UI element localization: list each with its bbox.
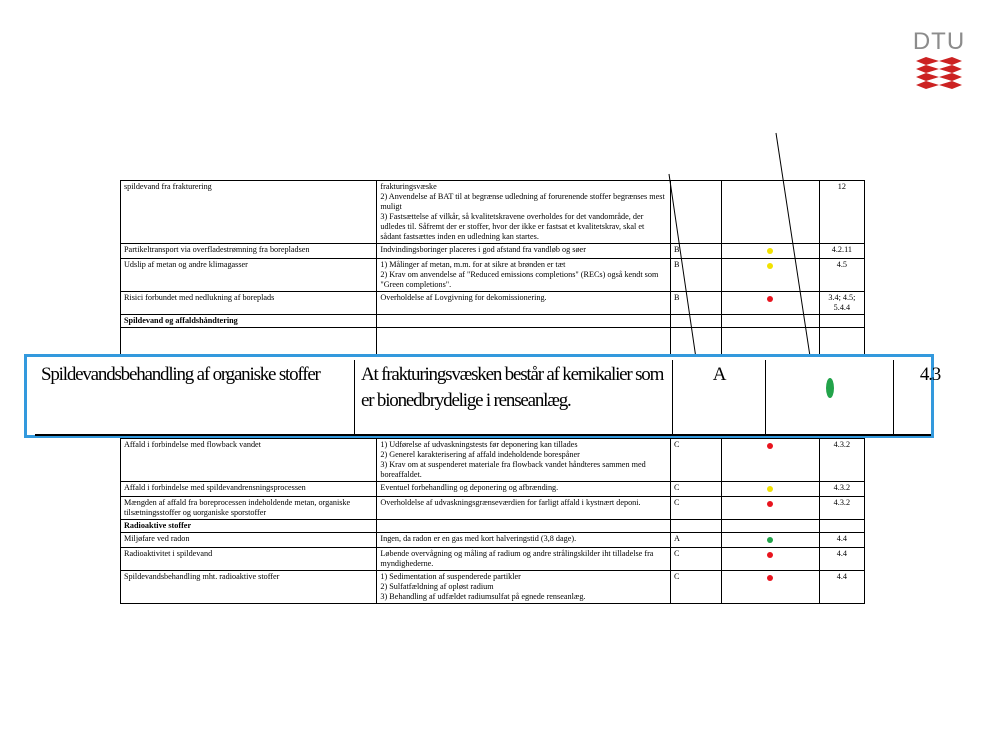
status-cell [722,259,820,292]
measure-cell [377,244,671,259]
status-cell [722,439,820,482]
table-row [121,259,865,292]
logo-text: DTU [912,28,966,55]
measure-line: Overholdelse af udvaskningsgrænseværdien for farligt affald i kystnært deponi. [380,498,641,507]
impact-cell: Mængden af affald fra boreprocessen indeholdende metan, organiske tilsætningsstoffer og uorganiske sporstoffer [121,497,377,520]
status-cell [722,244,820,259]
category-cell: A [670,533,721,548]
measure-cell [377,497,671,520]
status-cell [722,533,820,548]
table-row [121,439,865,482]
zoom-impact-cell: Spildevandsbehandling af organiske stoffer [41,364,320,385]
status-cell [722,292,820,315]
measure-line: 1) Sedimentation af suspenderede partikler [380,572,521,581]
zoom-measure-cell: At frakturingsvæsken består af kemikalier som er bionedbrydelige i renseanlæg. [355,360,673,434]
measure-line: frakturingsvæske [380,182,437,191]
empty-cell [722,520,820,533]
section-ref-cell: 12 [819,181,864,244]
status-dot-icon [767,486,773,492]
status-dot-icon [767,537,773,543]
zoom-status-cell [766,360,894,434]
table-row [121,482,865,497]
status-dot-icon [767,248,773,254]
status-dot-icon [767,501,773,507]
impact-cell: Radioaktivitet i spildevand [121,548,377,571]
empty-cell [819,520,864,533]
empty-cell [377,315,671,328]
measure-line: Ingen, da radon er en gas med kort halveringstid (3,8 dage). [380,534,577,543]
empty-cell [670,315,721,328]
measure-line: 1) Udførelse af udvaskningstests før deponering kan tillades [380,440,578,449]
empty-cell [722,315,820,328]
status-cell [722,497,820,520]
section-ref-cell: 4.4 [819,548,864,571]
zoomed-row-callout [24,354,941,438]
table-row [121,497,865,520]
measure-line: Indvindingsboringer placeres i god afstand fra vandløb og søer [380,245,586,254]
table-row [121,181,865,244]
status-dot-icon [767,552,773,558]
status-dot-icon [767,296,773,302]
zoomed-row [35,360,966,434]
section-header-row [121,315,865,328]
impact-cell: Spildevandsbehandling mht. radioaktive stoffer [121,571,377,604]
impact-cell: Risici forbundet med nedlukning af boreplads [121,292,377,315]
category-cell [670,181,721,244]
status-dot-icon [767,263,773,269]
category-cell: C [670,439,721,482]
measure-line: Overholdelse af Lovgivning for dekomissionering. [380,293,547,302]
measure-line: Eventuel forbehandling og deponering og afbrænding. [380,483,559,492]
zoom-category-cell: A [673,360,766,434]
impact-cell: Partikeltransport via overfladestrømning fra borepladsen [121,244,377,259]
measure-cell [377,571,671,604]
measure-line: Løbende overvågning og måling af radium og andre strålingskilder iht tilladelse fra myndighederne. [380,549,654,568]
measure-cell [377,181,671,244]
section-ref-cell: 4.4 [819,571,864,604]
table-row [121,244,865,259]
section-header-row [121,520,865,533]
measure-line: 1) Målinger af metan, m.m. for at sikre at brønden er tæt [380,260,566,269]
section-title: Radioaktive stoffer [121,520,377,533]
section-ref-cell: 4.2.11 [819,244,864,259]
measure-cell [377,533,671,548]
section-ref-cell: 4.4 [819,533,864,548]
section-ref-cell: 4.5 [819,259,864,292]
category-cell: C [670,497,721,520]
section-title: Spildevand og affaldshåndtering [121,315,377,328]
status-cell [722,482,820,497]
measure-cell [377,259,671,292]
table-row [121,571,865,604]
impact-cell: Udslip af metan og andre klimagasser [121,259,377,292]
measure-line: 3) Krav om at suspenderet materiale fra flowback vandet håndteres sammen med boreaffaldet. [380,460,646,479]
zoom-section-cell: 4.3 [894,360,967,434]
measure-line: 2) Anvendelse af BAT til at begrænse udledning af forurenende stoffer begrænses mest muligt [380,192,665,211]
measure-cell [377,482,671,497]
impact-cell: Miljøfare ved radon [121,533,377,548]
measure-line: 3) Fastsættelse af vilkår, så kvalitetskravene overholdes for det vandområde, der udledes til. Såfremt der er stoffer, hvor der ikke er fastsat et kvalitetskrav, skal et sådant fastsættes inden en udledning kan startes. [380,212,645,241]
table-row [121,292,865,315]
section-ref-cell: 4.3.2 [819,439,864,482]
measure-line: 2) Sulfatfældning af opløst radium [380,582,494,591]
impact-cell: Affald i forbindelse med spildevandrensningsprocessen [121,482,377,497]
measure-cell [377,439,671,482]
impact-cell: Affald i forbindelse med flowback vandet [121,439,377,482]
empty-cell [670,520,721,533]
category-cell: C [670,548,721,571]
table-row [121,533,865,548]
table-row [121,548,865,571]
empty-cell [377,520,671,533]
status-dot-icon [826,378,834,398]
section-ref-cell: 3.4; 4.5; 5.4.4 [819,292,864,315]
status-cell [722,548,820,571]
measure-line: 2) Generel karakterisering af affald indeholdende borespåner [380,450,580,459]
section-ref-cell: 4.3.2 [819,482,864,497]
measure-cell [377,292,671,315]
status-cell [722,571,820,604]
category-cell: B [670,259,721,292]
impact-cell: spildevand fra frakturering [121,181,377,244]
section-ref-cell: 4.3.2 [819,497,864,520]
measure-line: 3) Behandling af udfældet radiumsulfat på egnede renseanlæg. [380,592,586,601]
zoom-row-border [35,434,931,436]
measure-cell [377,548,671,571]
status-dot-icon [767,575,773,581]
measure-line: 2) Krav om anvendelse af "Reduced emissions completions" (RECs) også kendt som "Green completions". [380,270,659,289]
category-cell: B [670,244,721,259]
status-dot-icon [767,443,773,449]
status-cell [722,181,820,244]
zoomed-row-table [35,360,966,434]
category-cell: C [670,482,721,497]
category-cell: C [670,571,721,604]
empty-cell [819,315,864,328]
category-cell: B [670,292,721,315]
